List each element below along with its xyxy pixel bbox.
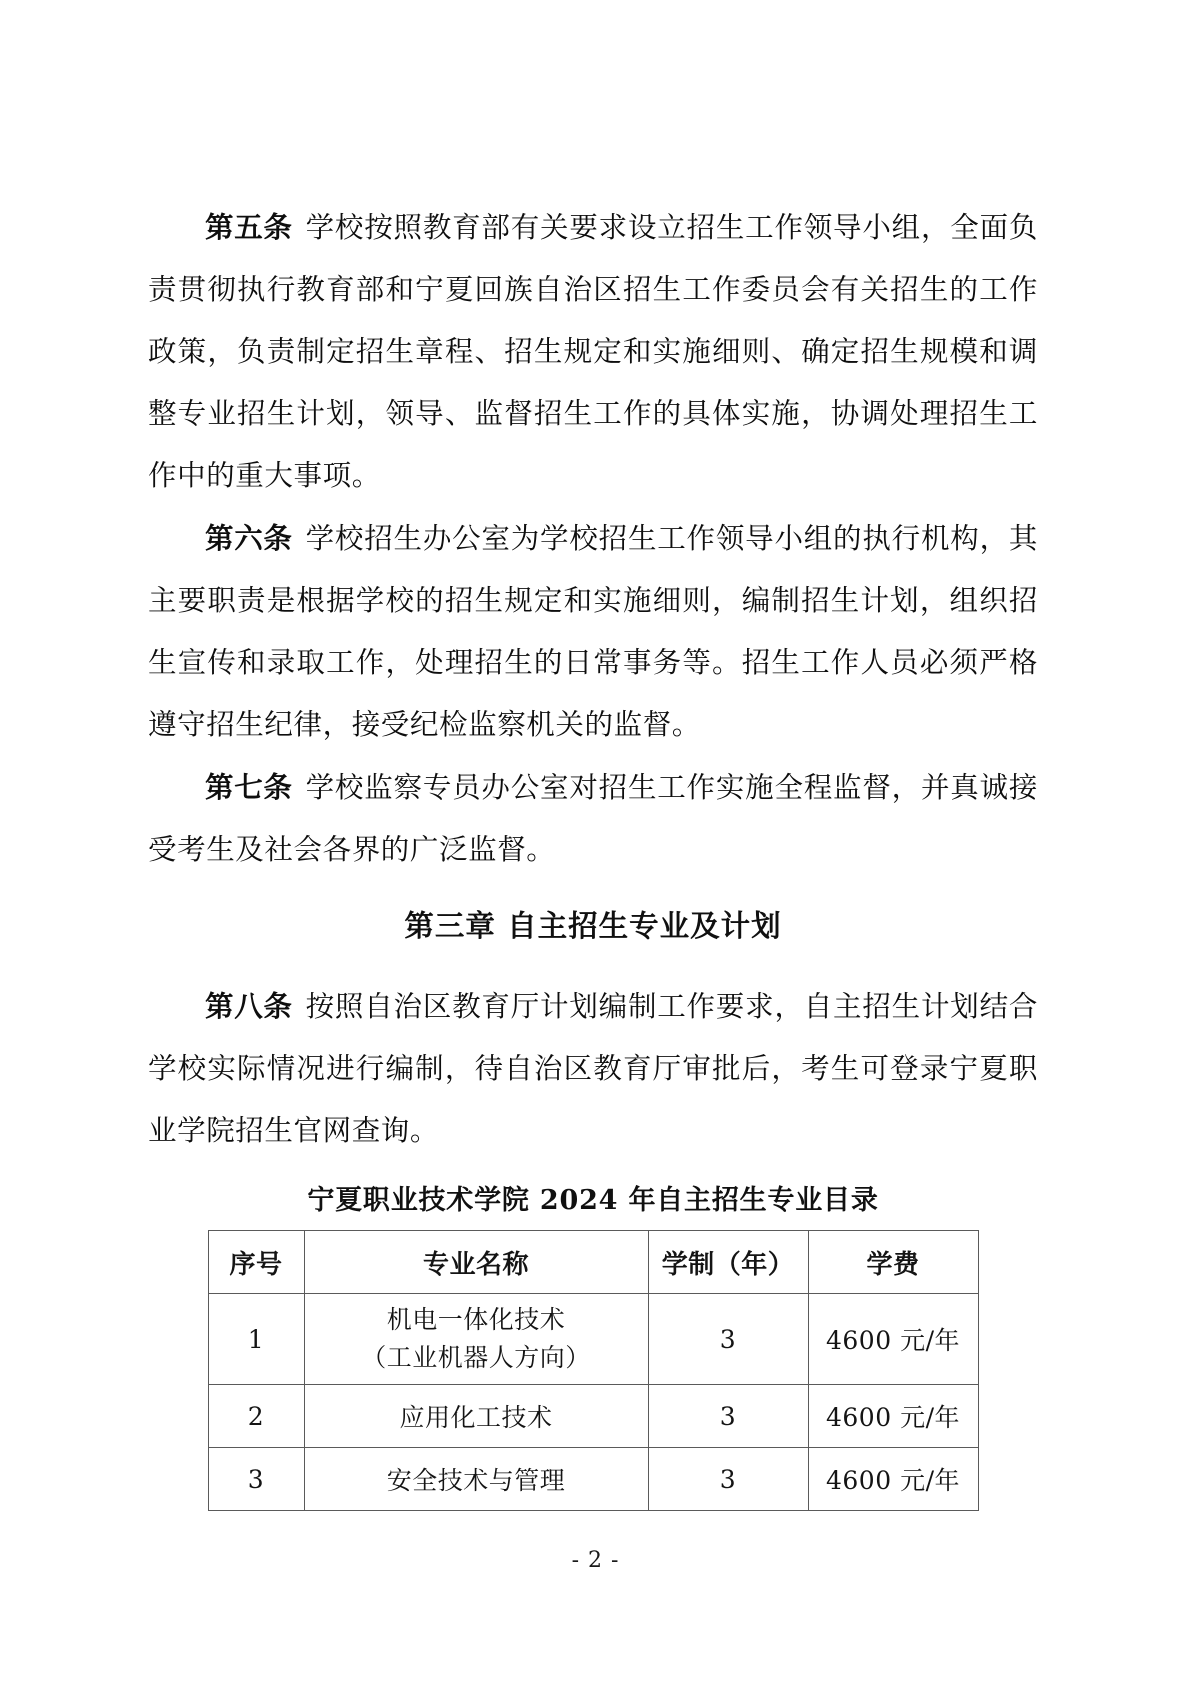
- chapter-heading: 第三章 自主招生专业及计划: [404, 908, 782, 943]
- cell-index: 2: [208, 1385, 304, 1448]
- cell-major-name: 安全技术与管理: [304, 1448, 648, 1511]
- page-footer: [0, 1548, 1191, 1573]
- paragraph-article-8: [148, 975, 1038, 1162]
- cell-major-name: 应用化工技术: [304, 1385, 648, 1448]
- cell-tuition: 4600 元/年: [808, 1448, 978, 1511]
- paragraph-article-6: [148, 507, 1038, 756]
- page-content: [148, 196, 1038, 1511]
- major-name-direction: （工业机器人方向）: [361, 1343, 591, 1372]
- column-header-duration: 学制（年）: [648, 1231, 808, 1294]
- article-text-7: 学校监察专员办公室对招生工作实施全程监督，并真诚接受考生及社会各界的广泛监督。: [148, 771, 1038, 866]
- table-header-row: [208, 1231, 978, 1294]
- cell-index: 1: [208, 1294, 304, 1385]
- cell-duration: 3: [648, 1448, 808, 1511]
- cell-index: 3: [208, 1448, 304, 1511]
- cell-duration: 3: [648, 1385, 808, 1448]
- page-number: - 2 -: [571, 1548, 620, 1573]
- majors-table: [208, 1230, 979, 1511]
- majors-table-head: [208, 1231, 978, 1294]
- column-header-index: 序号: [208, 1231, 304, 1294]
- cell-duration: 3: [648, 1294, 808, 1385]
- article-marker-6: 第六条: [205, 521, 293, 555]
- article-marker-7: 第七条: [205, 770, 293, 804]
- article-marker-8: 第八条: [205, 989, 293, 1023]
- cell-tuition: 4600 元/年: [808, 1385, 978, 1448]
- table-row: [208, 1385, 978, 1448]
- article-text-5: 学校按照教育部有关要求设立招生工作领导小组，全面负责贯彻执行教育部和宁夏回族自治区招生工作委员会有关招生的工作政策，负责制定招生章程、招生规定和实施细则、确定招生规模和调整专业招生计划，领导、监督招生工作的具体实施，协调处理招生工作中的重大事项。: [148, 211, 1038, 492]
- article-text-8: 按照自治区教育厅计划编制工作要求，自主招生计划结合学校实际情况进行编制，待自治区教育厅审批后，考生可登录宁夏职业学院招生官网查询。: [148, 990, 1038, 1147]
- cell-major-name: [304, 1294, 648, 1385]
- column-header-major-name: 专业名称: [304, 1231, 648, 1294]
- table-row: [208, 1294, 978, 1385]
- article-marker-5: 第五条: [205, 210, 293, 244]
- table-row: [208, 1448, 978, 1511]
- majors-table-body: [208, 1294, 978, 1511]
- column-header-tuition: 学费: [808, 1231, 978, 1294]
- paragraph-article-7: [148, 756, 1038, 881]
- majors-table-title: 宁夏职业技术学院 2024 年自主招生专业目录: [307, 1185, 879, 1216]
- article-text-6: 学校招生办公室为学校招生工作领导小组的执行机构，其主要职责是根据学校的招生规定和实施细则，编制招生计划，组织招生宣传和录取工作，处理招生的日常事务等。招生工作人员必须严格遵守招生纪律，接受纪检监察机关的监督。: [148, 522, 1038, 741]
- paragraph-article-5: [148, 196, 1038, 507]
- major-name-primary: 机电一体化技术: [386, 1305, 566, 1334]
- cell-tuition: 4600 元/年: [808, 1294, 978, 1385]
